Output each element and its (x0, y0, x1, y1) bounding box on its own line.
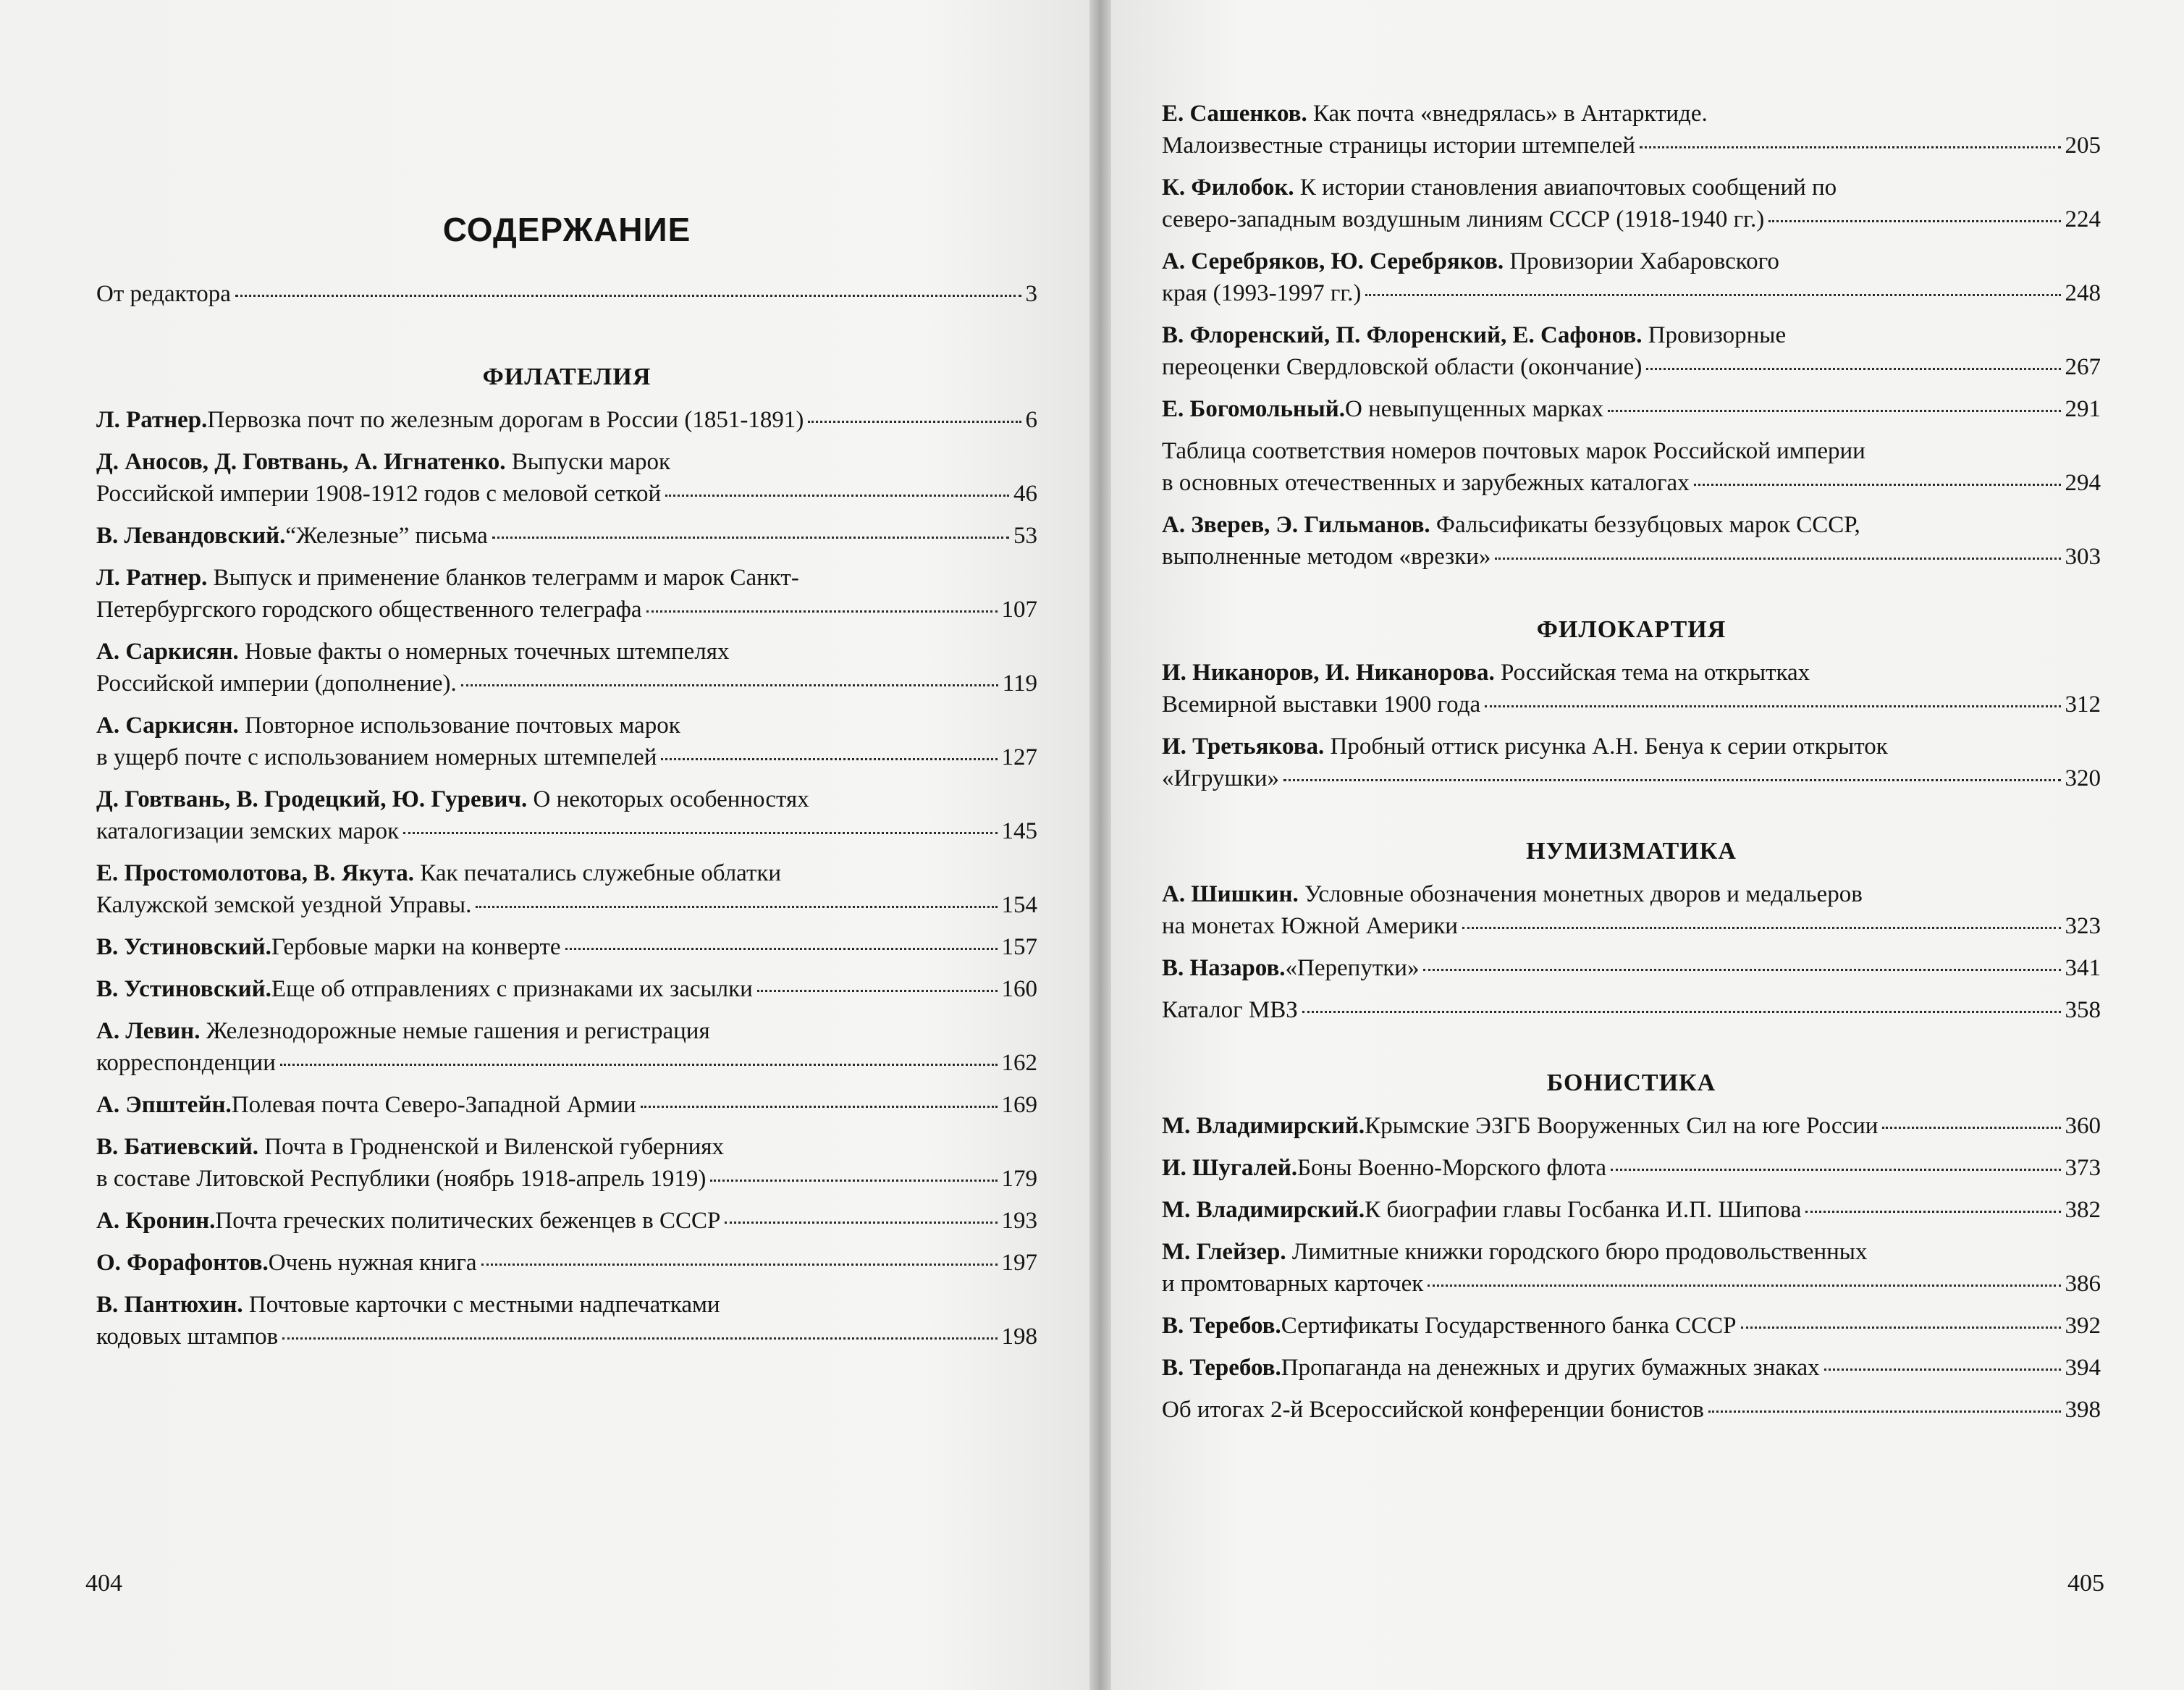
entry-title: Крымские ЭЗГБ Вооруженных Сил на юге России (1365, 1113, 1879, 1139)
entry-author: Л. Ратнер. (96, 565, 208, 591)
entry-title: Всемирной выставки 1900 года (1162, 691, 1481, 718)
entry-author: И. Никаноров, И. Никанорова. (1162, 660, 1495, 686)
toc-entry (96, 404, 1037, 436)
entry-title: Почта греческих политических беженцев в СССР (215, 1208, 721, 1234)
dot-leader (1608, 410, 2060, 412)
entry-title: Лимитные книжки городского бюро продовольственных (1291, 1239, 1868, 1265)
toc-entry (1162, 1352, 2101, 1384)
page-number: 107 (1001, 597, 1037, 623)
dot-leader (1428, 1285, 2060, 1287)
entry-author: А. Зверев, Э. Гильманов. (1162, 512, 1430, 538)
toc-entry (1162, 1310, 2101, 1342)
entry-author: И. Шугалей. (1162, 1155, 1298, 1181)
entry-title: Боны Военно-Морского флота (1297, 1155, 1607, 1181)
page-number: 312 (2065, 691, 2101, 718)
entry-author: В. Теребов. (1162, 1355, 1281, 1381)
entry-author: Л. Ратнер. (96, 407, 208, 433)
toc-entry (96, 1089, 1037, 1121)
book-spine (1089, 0, 1111, 1690)
page-number: 162 (1001, 1050, 1037, 1076)
dot-leader (1694, 484, 2061, 486)
entry-line (96, 404, 1037, 436)
toc-entry (1162, 393, 2101, 425)
toc-entry (1162, 994, 2101, 1026)
toc-entry (96, 520, 1037, 552)
entry-line (96, 520, 1037, 552)
dot-leader (710, 1180, 997, 1182)
entry-line (96, 636, 1037, 668)
toc-entry (1162, 98, 2101, 161)
page-number: 160 (1001, 976, 1037, 1002)
bonistics-entries (1162, 1110, 2101, 1426)
entry-author: И. Третьякова. (1162, 733, 1325, 760)
page-number: 360 (2065, 1113, 2101, 1139)
entry-line (96, 446, 1037, 478)
toc-entry (96, 783, 1037, 847)
toc-title: СОДЕРЖАНИЕ (442, 211, 691, 248)
entry-title: Пробный оттиск рисунка А.Н. Бенуа к серии открыток (1330, 733, 1888, 760)
dot-leader (565, 948, 998, 950)
page-number: 224 (2065, 206, 2101, 232)
toc-entry (96, 1247, 1037, 1279)
page-number: 303 (2065, 544, 2101, 570)
entry-author: М. Глейзер. (1162, 1239, 1286, 1265)
toc-entry (96, 636, 1037, 699)
entry-title: Очень нужная книга (268, 1250, 477, 1276)
right-page (1111, 0, 2184, 1690)
entry-line (1162, 319, 2101, 351)
dot-leader (1462, 927, 2061, 929)
entry-title: Об итогах 2-й Всероссийской конференции бонистов (1162, 1397, 1704, 1423)
entry-line (1162, 277, 2101, 309)
dot-leader (646, 610, 998, 613)
entry-author: В. Теребов. (1162, 1313, 1281, 1339)
entry-title: “Железные” письма (285, 523, 488, 549)
entry-line (1162, 1268, 2101, 1300)
dot-leader (665, 495, 1009, 497)
entry-title: Петербургского городского общественного телеграфа (96, 597, 642, 623)
toc-entry (1162, 1110, 2101, 1142)
page-number: 386 (2065, 1271, 2101, 1297)
entry-author: Е. Сашенков. (1162, 101, 1307, 127)
toc-entry (96, 931, 1037, 963)
page-number: 53 (1013, 523, 1037, 549)
entry-title: выполненные методом «врезки» (1162, 544, 1491, 570)
dot-leader (1640, 146, 2061, 148)
entry-title: Таблица соответствия номеров почтовых марок Российской империи (1162, 438, 1865, 464)
entry-title: Провизории Хабаровского (1509, 248, 1779, 274)
entry-author: А. Шишкин. (1162, 881, 1299, 907)
entry-line (96, 857, 1037, 889)
page-number: 6 (1025, 407, 1037, 433)
page-number: 382 (2065, 1197, 2101, 1223)
toc-entry (96, 857, 1037, 921)
page-number: 197 (1001, 1250, 1037, 1276)
toc-entry (1162, 1236, 2101, 1300)
entry-title: Российской империи 1908-1912 годов с меловой сеткой (96, 481, 662, 507)
dot-leader (1824, 1369, 2061, 1371)
dot-leader (757, 990, 998, 992)
section-title-bonistics: БОНИСТИКА (1546, 1069, 1716, 1096)
philately-entries-continued (1162, 98, 2101, 573)
entry-line (1162, 130, 2101, 161)
toc-entry (1162, 952, 2101, 984)
entry-line (96, 1015, 1037, 1047)
dot-leader (641, 1106, 998, 1108)
page-number: 157 (1001, 934, 1037, 960)
entry-author: Д. Аносов, Д. Говтвань, А. Игнатенко. (96, 449, 506, 475)
page-folio-right: 405 (2067, 1570, 2104, 1597)
entry-title: Каталог МВЗ (1162, 997, 1298, 1023)
entry-line (1162, 762, 2101, 794)
dot-leader (1805, 1211, 2060, 1213)
entry-title: Выпуск и применение бланков телеграмм и марок Санкт- (213, 565, 799, 591)
page-number: 373 (2065, 1155, 2101, 1181)
dot-leader (282, 1337, 997, 1340)
dot-leader (492, 537, 1009, 539)
page-number: 267 (2065, 354, 2101, 380)
entry-line (1162, 1194, 2101, 1226)
entry-line (1162, 98, 2101, 130)
entry-line (96, 783, 1037, 815)
entry-title: От редактора (96, 281, 231, 307)
entry-author: Е. Богомольный. (1162, 396, 1345, 422)
entry-author: А. Левин. (96, 1018, 201, 1044)
toc-entry (1162, 245, 2101, 309)
page-number: 394 (2065, 1355, 2101, 1381)
dot-leader (403, 832, 997, 834)
entry-line (96, 741, 1037, 773)
entry-author: В. Пантюхин. (96, 1292, 243, 1318)
dot-leader (1485, 705, 2060, 707)
toc-entry (96, 446, 1037, 510)
entry-title: края (1993-1997 гг.) (1162, 280, 1362, 306)
entry-title: О невыпущенных марках (1344, 396, 1604, 422)
entry-line (96, 1047, 1037, 1079)
entry-title: на монетах Южной Америки (1162, 913, 1458, 939)
entry-author: Е. Простомолотова, В. Якута. (96, 860, 415, 886)
page-number: 248 (2065, 280, 2101, 306)
entry-line (96, 889, 1037, 921)
entry-title: «Игрушки» (1162, 765, 1280, 791)
entry-line (96, 1163, 1037, 1195)
toc-entry (1162, 172, 2101, 235)
entry-title: Новые факты о номерных точечных штемпелях (245, 639, 730, 665)
dot-leader (1611, 1169, 2060, 1171)
toc-entry (96, 1289, 1037, 1353)
page-number: 3 (1025, 281, 1037, 307)
section-title-philately: ФИЛАТЕЛИЯ (482, 363, 652, 390)
page-folio-left: 404 (85, 1570, 122, 1597)
entry-title: каталогизации земских марок (96, 818, 400, 844)
numismatics-entries (1162, 878, 2101, 1026)
entry-title: Полевая почта Северо-Западной Армии (231, 1092, 636, 1118)
entry-title: К истории становления авиапочтовых сообщений по (1299, 175, 1837, 201)
entry-line (96, 668, 1037, 699)
page-number: 154 (1001, 892, 1037, 918)
filokartia-entries (1162, 657, 2101, 794)
entry-author: В. Флоренский, П. Флоренский, Е. Сафонов. (1162, 322, 1643, 348)
dot-leader (661, 758, 997, 760)
entry-line (96, 1131, 1037, 1163)
page-number: 392 (2065, 1313, 2101, 1339)
entry-line (1162, 1394, 2101, 1426)
dot-leader (1302, 1011, 2061, 1013)
entry-line (1162, 689, 2101, 720)
dot-leader (1768, 220, 2060, 222)
toc-entry (96, 1015, 1037, 1079)
dot-leader (1741, 1327, 2061, 1329)
entry-author: А. Саркисян. (96, 639, 239, 665)
entry-line (1162, 467, 2101, 499)
dot-leader (1708, 1411, 2061, 1413)
entry-line (1162, 435, 2101, 467)
toc-entry (1162, 1394, 2101, 1426)
entry-line (96, 1247, 1037, 1279)
philately-entries (96, 404, 1037, 1353)
entry-line (1162, 351, 2101, 383)
entry-title: Почта в Гродненской и Виленской губерниях (264, 1134, 724, 1160)
entry-line (1162, 172, 2101, 203)
dot-leader (1646, 368, 2060, 370)
entry-line (96, 973, 1037, 1005)
entry-title: Почтовые карточки с местными надпечатками (248, 1292, 720, 1318)
entry-title: Малоизвестные страницы истории штемпелей (1162, 133, 1635, 159)
toc-entry (96, 1205, 1037, 1237)
dot-leader (235, 295, 1021, 297)
page-number: 341 (2065, 955, 2101, 981)
page-number: 127 (1001, 744, 1037, 770)
entry-line (96, 710, 1037, 741)
toc-entry (96, 973, 1037, 1005)
entry-line (96, 815, 1037, 847)
entry-line (1162, 731, 2101, 762)
entry-line (1162, 509, 2101, 541)
page-number: 179 (1001, 1166, 1037, 1192)
entry-line (1162, 994, 2101, 1026)
entry-line (1162, 393, 2101, 425)
entry-title: в основных отечественных и зарубежных каталогах (1162, 470, 1690, 496)
entry-title: Российская тема на открытках (1500, 660, 1810, 686)
entry-title: Еще об отправлениях с признаками их засылки (271, 976, 753, 1002)
entry-author: А. Серебряков, Ю. Серебряков. (1162, 248, 1504, 274)
toc-entry (1162, 509, 2101, 573)
entry-line (1162, 1236, 2101, 1268)
right-toc-column (1162, 98, 2101, 1436)
entry-line (1162, 878, 2101, 910)
entry-line (96, 1205, 1037, 1237)
entry-line (1162, 1152, 2101, 1184)
entry-line (1162, 541, 2101, 573)
dot-leader (1283, 779, 2060, 781)
entry-line (96, 1321, 1037, 1353)
page-number: 198 (1001, 1324, 1037, 1350)
toc-entry-intro (96, 278, 1037, 310)
page-number: 169 (1001, 1092, 1037, 1118)
entry-title: кодовых штампов (96, 1324, 279, 1350)
entry-title: Гербовые марки на конверте (271, 934, 561, 960)
entry-title: Первозка почт по железным дорогам в России (1851-1891) (207, 407, 804, 433)
dot-leader (476, 906, 997, 908)
page-number: 398 (2065, 1397, 2101, 1423)
entry-author: В. Назаров. (1162, 955, 1286, 981)
entry-author: В. Левандовский. (96, 523, 286, 549)
left-page (0, 0, 1089, 1690)
page-number: 358 (2065, 997, 2101, 1023)
toc-entry (1162, 731, 2101, 794)
entry-title: Как печатались служебные облатки (420, 860, 782, 886)
entry-line (1162, 910, 2101, 942)
entry-title: корреспонденции (96, 1050, 276, 1076)
entry-title: в ущерб почте с использованием номерных штемпелей (96, 744, 657, 770)
page-number: 119 (1002, 670, 1037, 697)
toc-entry (96, 562, 1037, 626)
entry-line (96, 1089, 1037, 1121)
entry-author: В. Устиновский. (96, 934, 271, 960)
entry-author: М. Владимирский. (1162, 1197, 1365, 1223)
entry-title: Российской империи (дополнение). (96, 670, 457, 697)
dot-leader (1365, 294, 2060, 296)
entry-line (1162, 952, 2101, 984)
left-toc-column (96, 210, 1037, 1363)
entry-title: К биографии главы Госбанка И.П. Шипова (1365, 1197, 1802, 1223)
entry-title: О некоторых особенностях (533, 786, 809, 812)
page-number: 320 (2065, 765, 2101, 791)
toc-entry (1162, 319, 2101, 383)
entry-title: Железнодорожные немые гашения и регистрация (206, 1018, 710, 1044)
entry-line (96, 931, 1037, 963)
toc-entry (96, 1131, 1037, 1195)
dot-leader (481, 1264, 998, 1266)
entry-title: Калужской земской уездной Управы. (96, 892, 472, 918)
entry-line (1162, 1352, 2101, 1384)
entry-title: Повторное использование почтовых марок (245, 712, 680, 739)
page-number: 323 (2065, 913, 2101, 939)
page-number: 46 (1013, 481, 1037, 507)
entry-line (1162, 245, 2101, 277)
toc-entry (96, 710, 1037, 773)
page-number: 145 (1001, 818, 1037, 844)
entry-author: А. Кронин. (96, 1208, 216, 1234)
dot-leader (461, 684, 998, 686)
toc-entry (1162, 657, 2101, 720)
entry-title: северо-западным воздушным линиям СССР (1918-1940 гг.) (1162, 206, 1765, 232)
entry-line (96, 478, 1037, 510)
entry-line (96, 562, 1037, 594)
entry-title: Как почта «внедрялась» в Антарктиде. (1312, 101, 1708, 127)
entry-title: Выпуски марок (511, 449, 671, 475)
page-number: 291 (2065, 396, 2101, 422)
entry-author: О. Форафонтов. (96, 1250, 269, 1276)
toc-entry (1162, 1194, 2101, 1226)
entry-title: «Перепутки» (1285, 955, 1420, 981)
dot-leader (280, 1064, 998, 1066)
entry-author: А. Саркисян. (96, 712, 239, 739)
entry-title: Фальсификаты беззубцовых марок СССР, (1435, 512, 1860, 538)
section-title-filokartia: ФИЛОКАРТИЯ (1536, 616, 1726, 643)
section-title-numismatics: НУМИЗМАТИКА (1526, 838, 1737, 865)
entry-line (1162, 203, 2101, 235)
entry-title: в составе Литовской Республики (ноябрь 1918-апрель 1919) (96, 1166, 707, 1192)
page-number: 294 (2065, 470, 2101, 496)
entry-author: А. Эпштейн. (96, 1092, 232, 1118)
page-number: 205 (2065, 133, 2101, 159)
entry-author: М. Владимирский. (1162, 1113, 1365, 1139)
entry-line (96, 594, 1037, 626)
dot-leader (1882, 1127, 2060, 1129)
dot-leader (1495, 558, 2060, 560)
entry-line (96, 1289, 1037, 1321)
entry-author: К. Филобок. (1162, 175, 1294, 201)
dot-leader (725, 1222, 997, 1224)
entry-line (1162, 1310, 2101, 1342)
entry-title: переоценки Свердловской области (окончание) (1162, 354, 1643, 380)
page-number: 193 (1001, 1208, 1037, 1234)
toc-entry (1162, 1152, 2101, 1184)
entry-author: Д. Говтвань, В. Гродецкий, Ю. Гуревич. (96, 786, 528, 812)
entry-title: Условные обозначения монетных дворов и медальеров (1304, 881, 1863, 907)
entry-title: и промтоварных карточек (1162, 1271, 1424, 1297)
dot-leader (1423, 969, 2060, 971)
entry-title: Пропаганда на денежных и других бумажных знаках (1281, 1355, 1820, 1381)
entry-title: Сертификаты Государственного банка СССР (1281, 1313, 1737, 1339)
entry-title: Провизорные (1648, 322, 1787, 348)
toc-entry (1162, 435, 2101, 499)
entry-line (1162, 657, 2101, 689)
entry-author: В. Батиевский. (96, 1134, 259, 1160)
toc-entry (1162, 878, 2101, 942)
dot-leader (808, 421, 1021, 423)
entry-line (1162, 1110, 2101, 1142)
entry-author: В. Устиновский. (96, 976, 271, 1002)
